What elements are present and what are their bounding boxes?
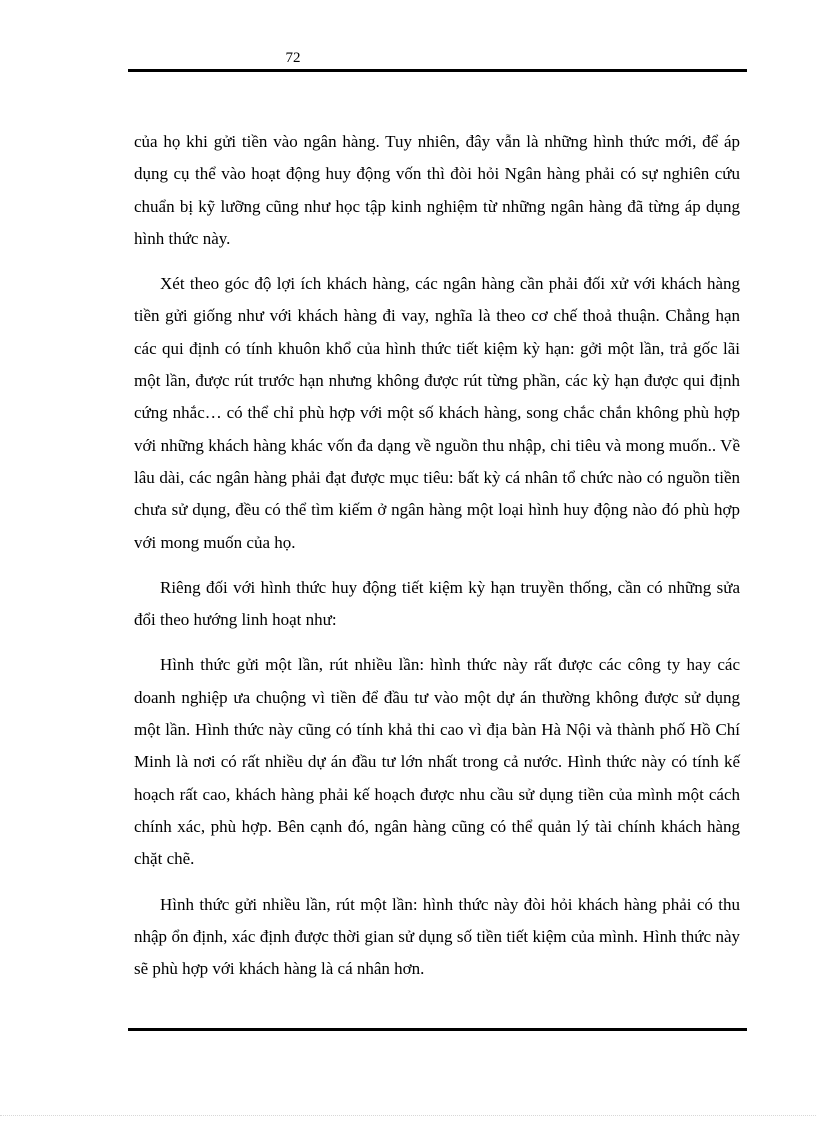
- footer-rule: [128, 1028, 747, 1031]
- document-body: [134, 126, 740, 998]
- page-number: 72: [285, 50, 301, 66]
- paragraph-customer-benefit: Xét theo góc độ lợi ích khách hàng, các ngân hàng cần phải đối xử với khách hàng tiền gửi giống như với khách hàng đi vay, nghĩa là theo cơ chế thoả thuận. Chẳng hạn các qui định có tính khuôn khổ của hình thức tiết kiệm kỳ hạn: gởi một lần, trả gốc lãi một lần, được rút trước hạn nhưng không được rút từng phần, các kỳ hạn được qui định cứng nhắc… có thể chỉ phù hợp với một số khách hàng, song chắc chắn không phù hợp với những khách hàng khác vốn đa dạng về nguồn thu nhập, chi tiêu và mong muốn.. Về lâu dài, các ngân hàng phải đạt được mục tiêu: bất kỳ cá nhân tổ chức nào có nguồn tiền chưa sử dụng, đều có thể tìm kiếm ở ngân hàng một loại hình huy động nào đó phù hợp với mong muốn của họ.: [134, 274, 740, 552]
- paragraph-deposit-many: Hình thức gửi nhiều lần, rút một lần: hình thức này đòi hỏi khách hàng phải có thu nhập ổn định, xác định được thời gian sử dụng số tiền tiết kiệm của mình. Hình thức này sẽ phù hợp với khách hàng là cá nhân hơn.: [134, 894, 740, 979]
- paragraph-deposit-once: Hình thức gửi một lần, rút nhiều lần: hình thức này rất được các công ty hay các doanh nghiệp ưa chuộng vì tiền để đầu tư vào một dự án thường không được sử dụng một lần. Hình thức này cũng có tính khả thi cao vì địa bàn Hà Nội và thành phố Hồ Chí Minh là nơi có rất nhiều dự án đầu tư lớn nhất trong cả nước. Hình thức này có tính kế hoạch rất cao, khách hàng phải kế hoạch được nhu cầu sử dụng tiền của mình một cách chính xác, phù hợp. Bên cạnh đó, ngân hàng cũng có thể quản lý tài chính khách hàng chặt chẽ.: [134, 655, 740, 869]
- paragraph-traditional-term: Riêng đối với hình thức huy động tiết kiệm kỳ hạn truyền thống, cần có những sửa đổi theo hướng linh hoạt như:: [134, 577, 740, 630]
- page-edge-divider: [0, 1115, 816, 1116]
- paragraph-continuation: của họ khi gửi tiền vào ngân hàng. Tuy nhiên, đây vẫn là những hình thức mới, để áp dụng cụ thể vào hoạt động huy động vốn thì đòi hỏi Ngân hàng phải có sự nghiên cứu chuẩn bị kỹ lưỡng cũng như học tập kinh nghiệm từ những ngân hàng đã từng áp dụng hình thức này.: [134, 132, 740, 248]
- header-rule: [128, 69, 747, 72]
